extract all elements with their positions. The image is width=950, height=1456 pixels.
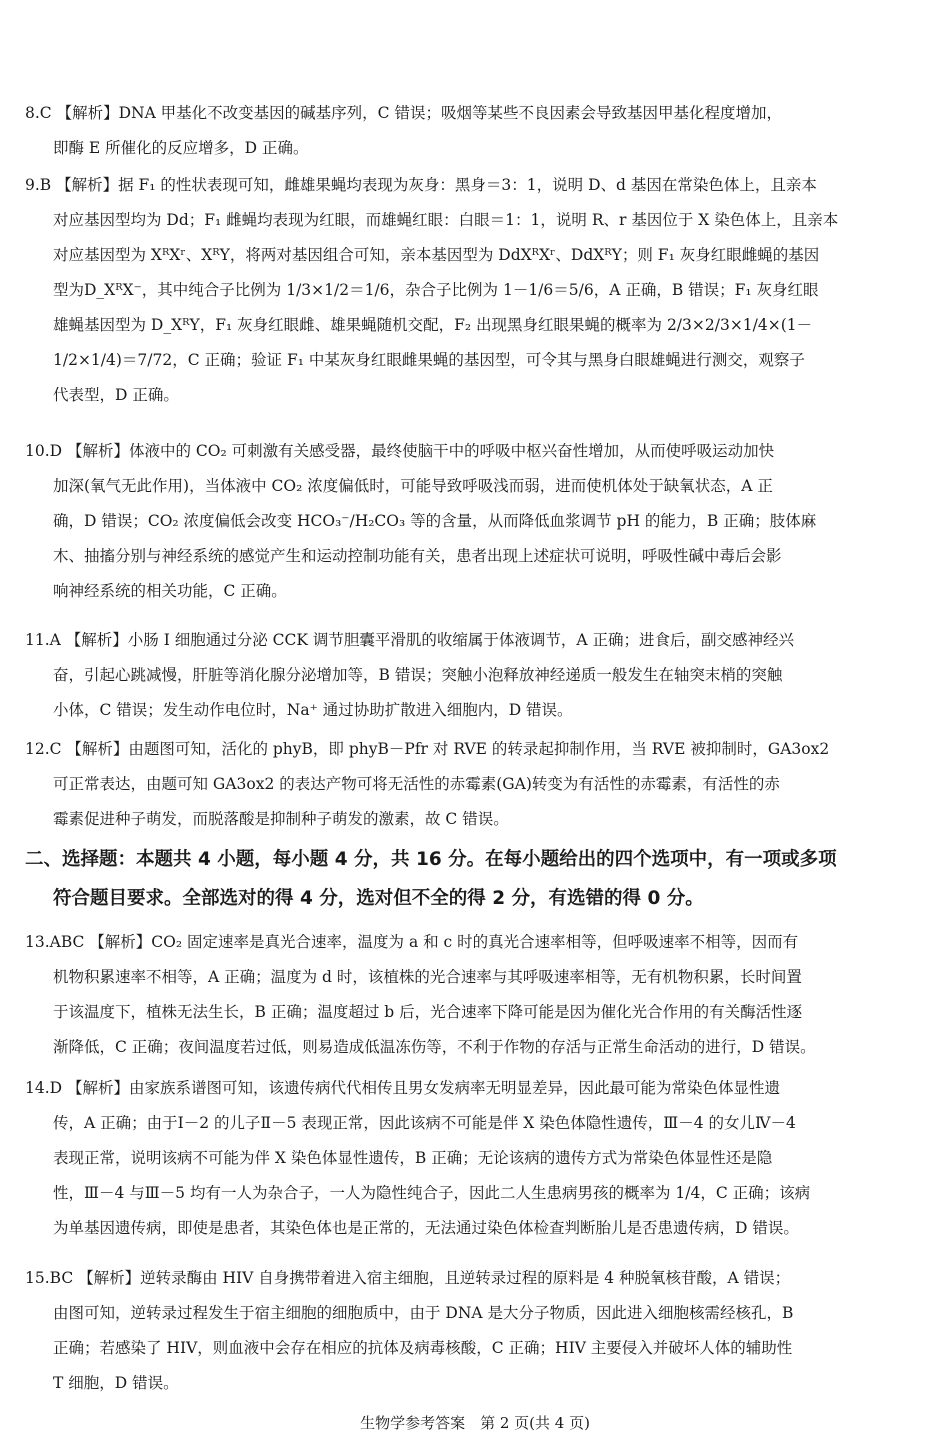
- text-line: 霉素促进种子萌发，而脱落酸是抑制种子萌发的激素，故 C 错误。: [53, 810, 509, 828]
- text-line: 对应基因型均为 Dd；F₁ 雌蝇均表现为红眼，而雄蝇红眼：白眼＝1：1，说明 R、r 基因位于 X 染色体上，且亲本: [53, 211, 839, 229]
- text-line: 11.A 【解析】小肠 I 细胞通过分泌 CCK 调节胆囊平滑肌的收缩属于体液调节，A 正确；进食后，副交感神经兴: [25, 631, 795, 649]
- answer-12: [25, 732, 925, 837]
- text-line: T 细胞，D 错误。: [53, 1374, 179, 1392]
- text-line: 9.B 【解析】据 F₁ 的性状表现可知，雌雄果蝇均表现为灰身：黑身＝3：1，说明 D、d 基因在常染色体上，且亲本: [25, 176, 817, 194]
- section-heading-line: 二、选择题：本题共 4 小题，每小题 4 分，共 16 分。在每小题给出的四个选项中，有一项或多项: [25, 849, 837, 870]
- text-line: 14.D 【解析】由家族系谱图可知，该遗传病代代相传且男女发病率无明显差异，因此最可能为常染色体显性遗: [25, 1079, 781, 1097]
- answer-15: [25, 1261, 925, 1401]
- text-line: 机物积累速率不相等，A 正确；温度为 d 时，该植株的光合速率与其呼吸速率相等，无有机物积累，长时间置: [53, 968, 802, 986]
- text-line: 正确；若感染了 HIV，则血液中会存在相应的抗体及病毒核酸，C 正确；HIV 主要侵入并破坏人体的辅助性: [53, 1339, 793, 1357]
- text-line: 木、抽搐分别与神经系统的感觉产生和运动控制功能有关，患者出现上述症状可说明，呼吸性碱中毒后会影: [53, 547, 782, 565]
- text-line: 10.D 【解析】体液中的 CO₂ 可刺激有关感受器，最终使脑干中的呼吸中枢兴奋性增加，从而使呼吸运动加快: [25, 442, 775, 460]
- text-line: 雄蝇基因型为 D_XᴿY，F₁ 灰身红眼雌、雄果蝇随机交配，F₂ 出现黑身红眼果蝇的概率为 2/3×2/3×1/4×(1－: [53, 316, 813, 334]
- answer-13: [25, 925, 925, 1065]
- text-line: 性，Ⅲ－4 与Ⅲ－5 均有一人为杂合子，一人为隐性纯合子，因此二人生患病男孩的概率为 1/4，C 正确；该病: [53, 1184, 811, 1202]
- section-2-heading: [25, 840, 925, 918]
- text-line: 响神经系统的相关功能，C 正确。: [53, 582, 287, 600]
- text-line: 于该温度下，植株无法生长，B 正确；温度超过 b 后，光合速率下降可能是因为催化光合作用的有关酶活性逐: [53, 1003, 803, 1021]
- text-line: 即酶 E 所催化的反应增多，D 正确。: [53, 139, 309, 157]
- section-heading-line: 符合题目要求。全部选对的得 4 分，选对但不全的得 2 分，有选错的得 0 分。: [53, 888, 704, 909]
- answer-9: [25, 168, 925, 413]
- text-line: 表现正常，说明该病不可能为伴 X 染色体显性遗传，B 正确；无论该病的遗传方式为常染色体显性还是隐: [53, 1149, 773, 1167]
- text-line: 为单基因遗传病，即使是患者，其染色体也是正常的，无法通过染色体检查判断胎儿是否患遗传病，D 错误。: [53, 1219, 799, 1237]
- text-line: 奋，引起心跳减慢，肝脏等消化腺分泌增加等，B 错误；突触小泡释放神经递质一般发生在轴突末梢的突触: [53, 666, 783, 684]
- text-line: 传，A 正确；由于Ⅰ－2 的儿子Ⅱ－5 表现正常，因此该病不可能是伴 X 染色体隐性遗传，Ⅲ－4 的女儿Ⅳ－4: [53, 1114, 796, 1132]
- text-line: 对应基因型为 XᴿXʳ、XᴿY，将两对基因组合可知，亲本基因型为 DdXᴿXʳ、DdXᴿY；则 F₁ 灰身红眼雌蝇的基因: [53, 246, 820, 264]
- text-line: 型为D_XᴿX⁻，其中纯合子比例为 1/3×1/2＝1/6，杂合子比例为 1－1/6＝5/6，A 正确，B 错误；F₁ 灰身红眼: [53, 281, 819, 299]
- text-line: 由图可知，逆转录过程发生于宿主细胞的细胞质中，由于 DNA 是大分子物质，因此进入细胞核需经核孔，B: [53, 1304, 794, 1322]
- text-line: 小体，C 错误；发生动作电位时，Na⁺ 通过协助扩散进入细胞内，D 错误。: [53, 701, 573, 719]
- text-line: 12.C 【解析】由题图可知，活化的 phyB，即 phyB－Pfr 对 RVE 的转录起抑制作用，当 RVE 被抑制时，GA3ox2: [25, 740, 830, 758]
- text-line: 确，D 错误；CO₂ 浓度偏低会改变 HCO₃⁻/H₂CO₃ 等的含量，从而降低血浆调节 pH 的能力，B 正确；肢体麻: [53, 512, 817, 530]
- text-line: 渐降低，C 正确；夜间温度若过低，则易造成低温冻伤等，不利于作物的存活与正常生命活动的进行，D 错误。: [53, 1038, 816, 1056]
- text-line: 加深(氧气无此作用)，当体液中 CO₂ 浓度偏低时，可能导致呼吸浅而弱，进而使机体处于缺氧状态，A 正: [53, 477, 773, 495]
- text-line: 可正常表达，由题可知 GA3ox2 的表达产物可将无活性的赤霉素(GA)转变为有活性的赤霉素，有活性的赤: [53, 775, 780, 793]
- text-line: 15.BC 【解析】逆转录酶由 HIV 自身携带着进入宿主细胞，且逆转录过程的原料是 4 种脱氧核苷酸，A 错误；: [25, 1269, 791, 1287]
- text-line: 代表型，D 正确。: [53, 386, 179, 404]
- answer-14: [25, 1071, 925, 1246]
- text-line: 1/2×1/4)＝7/72，C 正确；验证 F₁ 中某灰身红眼雌果蝇的基因型，可令其与黑身白眼雄蝇进行测交，观察子: [53, 351, 805, 369]
- text-line: 8.C 【解析】DNA 甲基化不改变基因的碱基序列，C 错误；吸烟等某些不良因素会导致基因甲基化程度增加，: [25, 104, 782, 122]
- answer-10: [25, 434, 925, 609]
- answer-8: [25, 96, 925, 166]
- text-line: 13.ABC 【解析】CO₂ 固定速率是真光合速率，温度为 a 和 c 时的真光合速率相等，但呼吸速率不相等，因而有: [25, 933, 799, 951]
- page-footer: 生物学参考答案 第 2 页(共 4 页): [360, 1414, 590, 1432]
- answer-11: [25, 623, 925, 728]
